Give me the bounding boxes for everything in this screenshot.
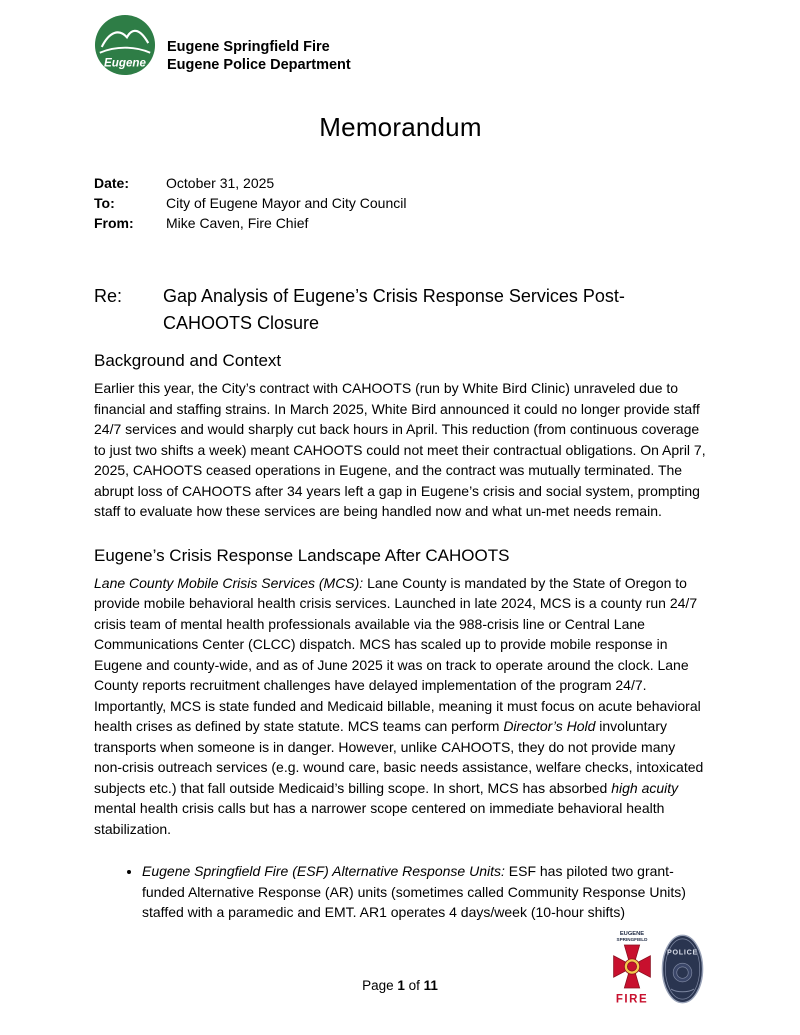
section-heading-landscape: Eugene’s Crisis Response Landscape After CAHOOTS bbox=[94, 545, 510, 565]
fire-department-badge-icon bbox=[609, 928, 655, 1005]
meta-row-from bbox=[94, 213, 707, 233]
org-name-fire: Eugene Springfield Fire bbox=[167, 39, 330, 55]
police-badge-svg bbox=[661, 933, 704, 1005]
eugene-city-logo-svg bbox=[94, 14, 156, 76]
meta-value-date: October 31, 2025 bbox=[166, 175, 275, 191]
police-department-badge-icon bbox=[661, 933, 704, 1005]
fire-badge-text-springfield: SPRINGFIELD bbox=[616, 937, 648, 943]
meta-label-from: From: bbox=[94, 215, 134, 231]
police-badge-seal-inner bbox=[677, 967, 688, 978]
logo-wordmark: Eugene bbox=[104, 56, 146, 70]
eugene-city-logo-icon bbox=[94, 14, 156, 76]
meta-row-to bbox=[94, 193, 707, 213]
footer-badges bbox=[609, 928, 704, 1005]
meta-block bbox=[94, 173, 707, 233]
re-label: Re: bbox=[94, 286, 123, 306]
section-heading-background: Background and Context bbox=[94, 351, 282, 370]
fire-badge-svg bbox=[609, 928, 655, 1005]
bullet-esf-alternative-response: • Eugene Springfield Fire (ESF) Alternative Response Units: ESF has piloted two grant-funded Alternative Response (AR) units (sometimes called Community Response Units) staffed with a paramedic and EMT. AR1 operates 4 days/week (10-hour shifts) bbox=[142, 861, 707, 923]
re-block bbox=[94, 283, 707, 337]
re-subject: Gap Analysis of Eugene’s Crisis Response Services Post-CAHOOTS Closure bbox=[163, 286, 625, 333]
fire-badge-text-eugene: EUGENE bbox=[619, 931, 645, 938]
bullet-list bbox=[94, 861, 707, 923]
letterhead bbox=[94, 14, 707, 76]
meta-value-to: City of Eugene Mayor and City Council bbox=[166, 195, 407, 211]
paragraph-mcs: Lane County Mobile Crisis Services (MCS): Lane County is mandated by the State of Oregon to provide mobile behavioral health crisis services. Launched in late 2024, MCS is a county run 24/7 crisis team of mental health professionals available via the 988-crisis line or Central Lane Communications Center (CLCC) dispatch. MCS has scaled up to provide mobile response in Eugene and county-wide, and as of June 2025 it was on track to operate around the clock. Lane County reports recruitment challenges have delayed implementation of the program 24/7. Importantly, MCS is state funded and Medicaid billable, meaning it must focus on acute behavioral health crises as defined by state statute. MCS teams can perform Director’s Hold involuntary transports when someone is in danger. However, unlike CAHOOTS, they do not provide many non-crisis outreach services (e.g. wound care, basic needs assistance, welfare checks, intoxicated subjects etc.) that fall outside Medicaid’s billing scope. In short, MCS has absorbed high acuity mental health crisis calls but has a narrower scope centered on immediate behavioral health stabilization. bbox=[94, 574, 704, 837]
maltese-cross-icon bbox=[614, 945, 651, 988]
page-number: Page 1 of 11 bbox=[362, 978, 438, 993]
police-badge-text: POLICE bbox=[667, 948, 698, 957]
meta-value-from: Mike Caven, Fire Chief bbox=[166, 215, 309, 231]
fire-badge-text-fire: FIRE bbox=[615, 993, 649, 1005]
meta-label-date: Date: bbox=[94, 175, 130, 191]
org-name-police: Eugene Police Department bbox=[167, 57, 351, 73]
org-names bbox=[167, 14, 351, 74]
paragraph-background: Earlier this year, the City’s contract with CAHOOTS (run by White Bird Clinic) unraveled due to financial and staffing strains. In March 2025, White Bird announced it could no longer provide staff 24/7 services and would sharply cut back hours in April. This reduction (from continuous coverage to just two shifts a week) meant CAHOOTS could not meet their contractual obligations. On April 7, 2025, CAHOOTS ceased operations in Eugene, and the contract was mutually terminated. The abrupt loss of CAHOOTS after 34 years left a gap in Eugene’s crisis and social system, prompting staff to evaluate how these services are being handled now and what un-met needs remain. bbox=[94, 380, 706, 519]
meta-row-date bbox=[94, 173, 707, 193]
meta-label-to: To: bbox=[94, 195, 115, 211]
memo-title: Memorandum bbox=[319, 112, 482, 142]
